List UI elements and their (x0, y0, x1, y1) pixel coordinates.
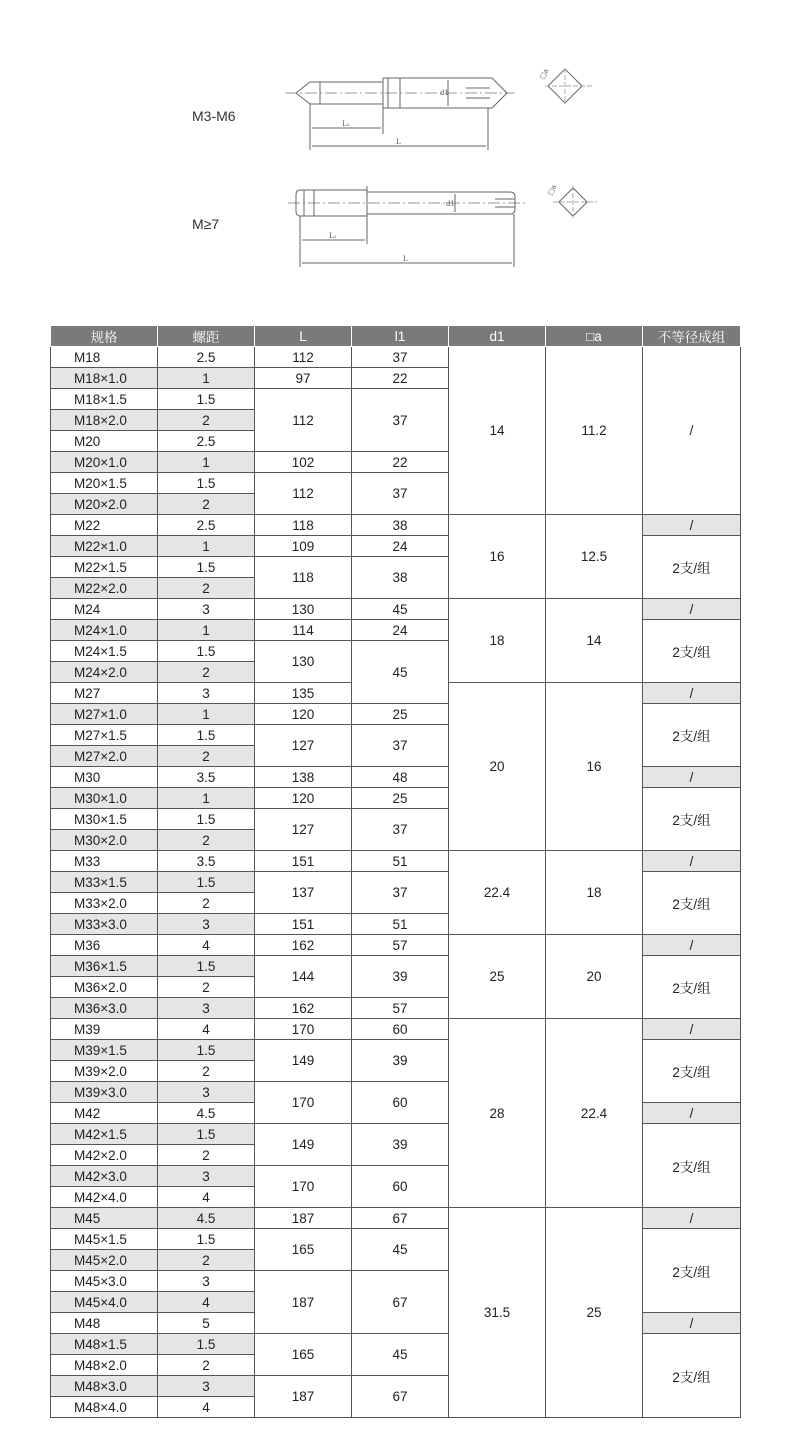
length-cell: 137 (255, 872, 352, 914)
length-cell: 109 (255, 536, 352, 557)
length-cell: 162 (255, 935, 352, 956)
group-cell: / (643, 1313, 741, 1334)
d1-cell: 14 (449, 347, 546, 515)
length-cell: 170 (255, 1166, 352, 1208)
spec-cell: M39×2.0 (51, 1061, 158, 1082)
square-cell: 14 (546, 599, 643, 683)
l1-cell: 39 (352, 1040, 449, 1082)
spec-cell: M36×1.5 (51, 956, 158, 977)
l1-cell: 45 (352, 641, 449, 704)
spec-cell: M27 (51, 683, 158, 704)
d1-cell: 31.5 (449, 1208, 546, 1418)
pitch-cell: 3 (158, 1376, 255, 1397)
d1-cell: 18 (449, 599, 546, 683)
table-row (51, 1019, 741, 1040)
l1-cell: 22 (352, 452, 449, 473)
pitch-cell: 4 (158, 1397, 255, 1418)
spec-cell: M42×1.5 (51, 1124, 158, 1145)
pitch-cell: 3 (158, 1271, 255, 1292)
group-cell: / (643, 935, 741, 956)
l1-cell: 25 (352, 704, 449, 725)
group-cell: / (643, 683, 741, 704)
spec-cell: M20 (51, 431, 158, 452)
svg-text:d1: d1 (446, 200, 455, 208)
length-cell: 120 (255, 704, 352, 725)
column-header: l1 (352, 326, 449, 347)
spec-cell: M20×1.5 (51, 473, 158, 494)
l1-cell: 24 (352, 620, 449, 641)
pitch-cell: 3 (158, 599, 255, 620)
table-header-row (51, 326, 741, 347)
pitch-cell: 2 (158, 830, 255, 851)
spec-cell: M45×2.0 (51, 1250, 158, 1271)
spec-cell: M30×1.0 (51, 788, 158, 809)
group-cell: / (643, 1208, 741, 1229)
length-cell: 130 (255, 641, 352, 683)
tap-drawing-m3-m6-dims (342, 67, 550, 146)
spec-cell: M27×1.0 (51, 704, 158, 725)
pitch-cell: 2 (158, 746, 255, 767)
group-cell: / (643, 851, 741, 872)
pitch-cell: 1.5 (158, 809, 255, 830)
square-cell: 20 (546, 935, 643, 1019)
pitch-cell: 2 (158, 494, 255, 515)
l1-cell: 45 (352, 599, 449, 620)
length-cell: 112 (255, 473, 352, 515)
length-cell: 118 (255, 515, 352, 536)
spec-cell: M24×1.5 (51, 641, 158, 662)
pitch-cell: 1 (158, 788, 255, 809)
svg-text:L: L (396, 138, 401, 146)
spec-cell: M39 (51, 1019, 158, 1040)
group-cell: 2支/组 (643, 788, 741, 851)
spec-cell: M18×1.5 (51, 389, 158, 410)
length-cell: 112 (255, 347, 352, 368)
pitch-cell: 1.5 (158, 389, 255, 410)
pitch-cell: 1.5 (158, 956, 255, 977)
group-cell: / (643, 347, 741, 515)
length-cell: 97 (255, 368, 352, 389)
group-cell: / (643, 515, 741, 536)
length-cell: 112 (255, 389, 352, 452)
length-cell: 165 (255, 1229, 352, 1271)
length-cell: 149 (255, 1124, 352, 1166)
table-row (51, 599, 741, 620)
diagram-label-m3-m6: M3-M6 (192, 108, 236, 124)
length-cell: 162 (255, 998, 352, 1019)
spec-cell: M24×2.0 (51, 662, 158, 683)
pitch-cell: 1 (158, 452, 255, 473)
pitch-cell: 2 (158, 1061, 255, 1082)
pitch-cell: 4 (158, 1292, 255, 1313)
pitch-cell: 2 (158, 662, 255, 683)
l1-cell: 39 (352, 956, 449, 998)
pitch-cell: 3.5 (158, 767, 255, 788)
square-cell: 18 (546, 851, 643, 935)
tap-drawing-m7 (288, 186, 597, 267)
pitch-cell: 3 (158, 1082, 255, 1103)
pitch-cell: 4 (158, 935, 255, 956)
spec-cell: M33 (51, 851, 158, 872)
group-cell: / (643, 1103, 741, 1124)
pitch-cell: 2 (158, 1355, 255, 1376)
length-cell: 114 (255, 620, 352, 641)
pitch-cell: 1.5 (158, 557, 255, 578)
l1-cell: 25 (352, 788, 449, 809)
l1-cell: 37 (352, 389, 449, 452)
length-cell: 127 (255, 809, 352, 851)
square-cell: 25 (546, 1208, 643, 1418)
spec-cell: M45×3.0 (51, 1271, 158, 1292)
length-cell: 135 (255, 683, 352, 704)
pitch-cell: 1.5 (158, 473, 255, 494)
l1-cell: 24 (352, 536, 449, 557)
square-cell: 12.5 (546, 515, 643, 599)
column-header: 螺距 (158, 326, 255, 347)
pitch-cell: 4 (158, 1187, 255, 1208)
svg-text:□a: □a (538, 67, 551, 81)
group-cell: 2支/组 (643, 1229, 741, 1313)
pitch-cell: 1 (158, 704, 255, 725)
table-row (51, 1208, 741, 1229)
pitch-cell: 2 (158, 1250, 255, 1271)
spec-cell: M22 (51, 515, 158, 536)
pitch-cell: 4.5 (158, 1208, 255, 1229)
spec-cell: M45 (51, 1208, 158, 1229)
l1-cell: 60 (352, 1082, 449, 1124)
l1-cell: 51 (352, 914, 449, 935)
table-body (51, 347, 741, 1418)
l1-cell: 38 (352, 515, 449, 536)
l1-cell: 60 (352, 1166, 449, 1208)
length-cell: 149 (255, 1040, 352, 1082)
pitch-cell: 1.5 (158, 872, 255, 893)
l1-cell: 37 (352, 872, 449, 914)
spec-cell: M30×1.5 (51, 809, 158, 830)
column-header: 不等径成组 (643, 326, 741, 347)
pitch-cell: 3 (158, 914, 255, 935)
l1-cell: 37 (352, 809, 449, 851)
table-row (51, 851, 741, 872)
spec-cell: M45×1.5 (51, 1229, 158, 1250)
length-cell: 138 (255, 767, 352, 788)
group-cell: / (643, 767, 741, 788)
l1-cell: 51 (352, 851, 449, 872)
l1-cell: 67 (352, 1376, 449, 1418)
pitch-cell: 2 (158, 893, 255, 914)
d1-cell: 16 (449, 515, 546, 599)
pitch-cell: 1.5 (158, 1040, 255, 1061)
diagram-label-m7: M≥7 (192, 216, 220, 232)
spec-cell: M27×2.0 (51, 746, 158, 767)
length-cell: 151 (255, 914, 352, 935)
spec-cell: M48×4.0 (51, 1397, 158, 1418)
group-cell: 2支/组 (643, 704, 741, 767)
l1-cell: 60 (352, 1019, 449, 1040)
svg-text:L₁: L₁ (329, 232, 337, 240)
tap-drawing-m7-dims (329, 183, 558, 263)
length-cell: 187 (255, 1208, 352, 1229)
spec-cell: M18×1.0 (51, 368, 158, 389)
length-cell: 144 (255, 956, 352, 998)
spec-cell: M20×1.0 (51, 452, 158, 473)
column-header: d1 (449, 326, 546, 347)
pitch-cell: 1.5 (158, 1229, 255, 1250)
spec-cell: M48×1.5 (51, 1334, 158, 1355)
pitch-cell: 1 (158, 536, 255, 557)
l1-cell: 38 (352, 557, 449, 599)
pitch-cell: 4 (158, 1019, 255, 1040)
table-row (51, 935, 741, 956)
d1-cell: 22.4 (449, 851, 546, 935)
group-cell: / (643, 599, 741, 620)
spec-cell: M22×1.0 (51, 536, 158, 557)
spec-cell: M30×2.0 (51, 830, 158, 851)
l1-cell: 57 (352, 998, 449, 1019)
l1-cell: 45 (352, 1229, 449, 1271)
pitch-cell: 4.5 (158, 1103, 255, 1124)
square-cell: 16 (546, 683, 643, 851)
spec-cell: M27×1.5 (51, 725, 158, 746)
tap-drawing-m3-m6 (285, 68, 593, 150)
spec-cell: M42×2.0 (51, 1145, 158, 1166)
pitch-cell: 3 (158, 998, 255, 1019)
spec-cell: M24 (51, 599, 158, 620)
spec-cell: M18 (51, 347, 158, 368)
d1-cell: 28 (449, 1019, 546, 1208)
l1-cell: 67 (352, 1271, 449, 1334)
l1-cell: 22 (352, 368, 449, 389)
pitch-cell: 3 (158, 1166, 255, 1187)
length-cell: 130 (255, 599, 352, 620)
pitch-cell: 3 (158, 683, 255, 704)
pitch-cell: 1.5 (158, 641, 255, 662)
length-cell: 151 (255, 851, 352, 872)
d1-cell: 25 (449, 935, 546, 1019)
length-cell: 102 (255, 452, 352, 473)
length-cell: 187 (255, 1271, 352, 1334)
l1-cell: 39 (352, 1124, 449, 1166)
pitch-cell: 2 (158, 410, 255, 431)
spec-cell: M39×3.0 (51, 1082, 158, 1103)
pitch-cell: 2 (158, 1145, 255, 1166)
pitch-cell: 1 (158, 368, 255, 389)
pitch-cell: 5 (158, 1313, 255, 1334)
l1-cell: 67 (352, 1208, 449, 1229)
spec-cell: M33×1.5 (51, 872, 158, 893)
spec-cell: M39×1.5 (51, 1040, 158, 1061)
svg-text:L₁: L₁ (342, 120, 350, 128)
l1-cell: 37 (352, 725, 449, 767)
spec-cell: M36×2.0 (51, 977, 158, 998)
length-cell: 120 (255, 788, 352, 809)
pitch-cell: 2 (158, 578, 255, 599)
pitch-cell: 2 (158, 977, 255, 998)
pitch-cell: 2.5 (158, 431, 255, 452)
spec-cell: M30 (51, 767, 158, 788)
l1-cell: 48 (352, 767, 449, 788)
pitch-cell: 1.5 (158, 1334, 255, 1355)
spec-cell: M22×1.5 (51, 557, 158, 578)
column-header: L (255, 326, 352, 347)
spec-cell: M48×2.0 (51, 1355, 158, 1376)
length-cell: 118 (255, 557, 352, 599)
spec-cell: M42×3.0 (51, 1166, 158, 1187)
group-cell: 2支/组 (643, 1124, 741, 1208)
group-cell: 2支/组 (643, 1040, 741, 1103)
spec-cell: M18×2.0 (51, 410, 158, 431)
pitch-cell: 2.5 (158, 515, 255, 536)
column-header: □a (546, 326, 643, 347)
group-cell: 2支/组 (643, 620, 741, 683)
pitch-cell: 1 (158, 620, 255, 641)
table-row (51, 515, 741, 536)
group-cell: 2支/组 (643, 536, 741, 599)
spec-cell: M48 (51, 1313, 158, 1334)
l1-cell: 37 (352, 347, 449, 368)
spec-cell: M36×3.0 (51, 998, 158, 1019)
square-cell: 11.2 (546, 347, 643, 515)
length-cell: 165 (255, 1334, 352, 1376)
spec-cell: M20×2.0 (51, 494, 158, 515)
tap-technical-drawings (0, 0, 790, 300)
spec-cell: M45×4.0 (51, 1292, 158, 1313)
group-cell: / (643, 1019, 741, 1040)
pitch-cell: 3.5 (158, 851, 255, 872)
group-cell: 2支/组 (643, 872, 741, 935)
pitch-cell: 1.5 (158, 725, 255, 746)
group-cell: 2支/组 (643, 1334, 741, 1418)
length-cell: 127 (255, 725, 352, 767)
column-header: 规格 (51, 326, 158, 347)
square-cell: 22.4 (546, 1019, 643, 1208)
table-row (51, 347, 741, 368)
length-cell: 187 (255, 1376, 352, 1418)
spec-cell: M33×3.0 (51, 914, 158, 935)
l1-cell: 57 (352, 935, 449, 956)
l1-cell: 45 (352, 1334, 449, 1376)
length-cell: 170 (255, 1082, 352, 1124)
spec-cell: M42×4.0 (51, 1187, 158, 1208)
d1-cell: 20 (449, 683, 546, 851)
spec-table (50, 325, 741, 1418)
pitch-cell: 1.5 (158, 1124, 255, 1145)
spec-cell: M24×1.0 (51, 620, 158, 641)
spec-cell: M22×2.0 (51, 578, 158, 599)
pitch-cell: 2.5 (158, 347, 255, 368)
svg-text:L: L (403, 255, 408, 263)
spec-cell: M33×2.0 (51, 893, 158, 914)
spec-cell: M48×3.0 (51, 1376, 158, 1397)
svg-text:□a: □a (546, 183, 559, 197)
l1-cell: 37 (352, 473, 449, 515)
svg-text:d1: d1 (440, 89, 449, 97)
group-cell: 2支/组 (643, 956, 741, 1019)
length-cell: 170 (255, 1019, 352, 1040)
spec-cell: M42 (51, 1103, 158, 1124)
spec-cell: M36 (51, 935, 158, 956)
